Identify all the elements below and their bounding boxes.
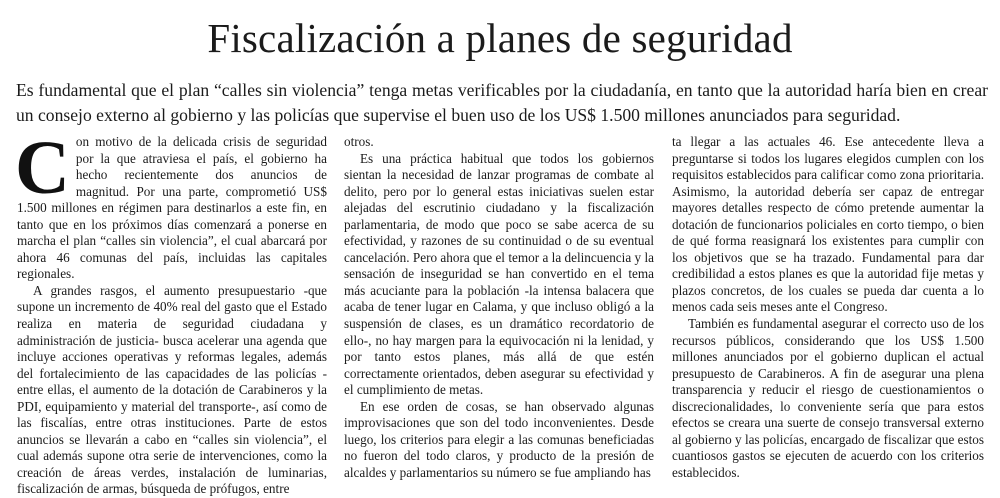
article-paragraph: En ese orden de cosas, se han observado algunas improvisaciones que son del todo inconvenientes. Desde luego, los criterios para elegir a las comunas beneficiadas no fueron del todo claros, y producto de la presión de alcaldes y parlamentarios su número se fue ampliando has <box>344 398 654 480</box>
article-column-1 <box>15 126 327 497</box>
drop-cap: C <box>15 126 70 210</box>
article-paragraph <box>15 126 327 283</box>
headline: Fiscalización a planes de seguridad <box>207 15 793 61</box>
article-paragraph: A grandes rasgos, el aumento presupuestario -que supone un incremento de 40% real del gasto que el Estado realiza en materia de seguridad ciudadana y administración de justicia- busca acelerar una agenda que incluye acciones operativas y reformas legales, además del fortalecimiento de las capacidades de las policías -entre ellas, el aumento de la dotación de Carabineros y la PDI, equipamiento y material del transporte-, así como de las fiscalías, entre otras instituciones. Parte de estos anuncios se llevarán a cabo en “calles sin violencia”, el cual además supone otra serie de intervenciones, como la creación de áreas verdes, instalación de luminarias, fiscalización de armas, búsqueda de prófugos, entre <box>17 282 327 497</box>
article-paragraph: otros. <box>344 134 374 149</box>
article-paragraph: ta llegar a las actuales 46. Ese antecedente lleva a preguntarse si todos los lugares elegidos cumplen con los requisitos establecidos para calificar como zona prioritaria. Asimismo, la autoridad debería ser capaz de entregar mayores detalles respecto de cómo pretende aumentar la dotación de funcionarios policiales en corto tiempo, o bien de qué forma reasignará los existentes para cumplir con los objetivos que se ha trazado. Fundamental para dar credibilidad a estos planes es que la autoridad fije metas y plazos concretos, de los cuales se pueda dar cuenta a lo menos cada seis meses ante el Congreso. <box>672 134 984 315</box>
article-column-3 <box>672 134 984 480</box>
article-column-2 <box>344 134 654 480</box>
deck <box>16 78 988 128</box>
article-paragraph-text: on motivo de la delicada crisis de seguridad por la que atraviesa el país, el gobierno ha hecho recientemente dos anuncios de magnitud. Por una parte, comprometió US$ 1.500 millones en régimen para destinarlos a este fin, en tanto que en los próximos días comenzará a ponerse en marcha el plan “calles sin violencia”, el cual abarcará por ahora 46 comunas del país, incluidas las capitales regionales. <box>17 134 327 282</box>
deck-text: Es fundamental que el plan “calles sin violencia” tenga metas verificables por la ciudadanía, en tanto que la autoridad haría bien en crear un consejo externo al gobierno y las policías que supervise el buen uso de los US$ 1.500 millones anunciados para seguridad. <box>16 80 988 125</box>
article-paragraph: También es fundamental asegurar el correcto uso de los recursos públicos, considerando que los US$ 1.500 millones anunciados por el gobierno duplican el actual presupuesto de Carabineros. A fin de asegurar una plena transparencia y reducir el riesgo de cuestionamientos o discrecionalidades, lo conveniente sería que para estos efectos se creara una suerte de consejo transversal externo al gobierno y las policías, encargado de fiscalizar que estos cuantiosos gastos se ejecuten de acuerdo con los criterios establecidos. <box>672 316 984 480</box>
article-paragraph: Es una práctica habitual que todos los gobiernos sientan la necesidad de lanzar programas de combate al delito, pero por lo general estas iniciativas suelen estar alejadas del escrutinio ciudadano y la fiscalización parlamentaria, de modo que poco se sabe acerca de su efectividad, y razones de su continuidad o de su eventual cancelación. Pero ahora que el temor a la delincuencia y la sensación de inseguridad se han convertido en el tema más acuciante para la población -la intensa balacera que acaba de tener lugar en Calama, y que incluso obligó a la suspensión de clases, es un dramático recordatorio de ello-, no hay margen para la equivocación ni la lenidad, y por tanto estos planes, más allá de que estén correctamente orientados, deben asegurar su efectividad y el cumplimiento de metas. <box>344 150 654 398</box>
